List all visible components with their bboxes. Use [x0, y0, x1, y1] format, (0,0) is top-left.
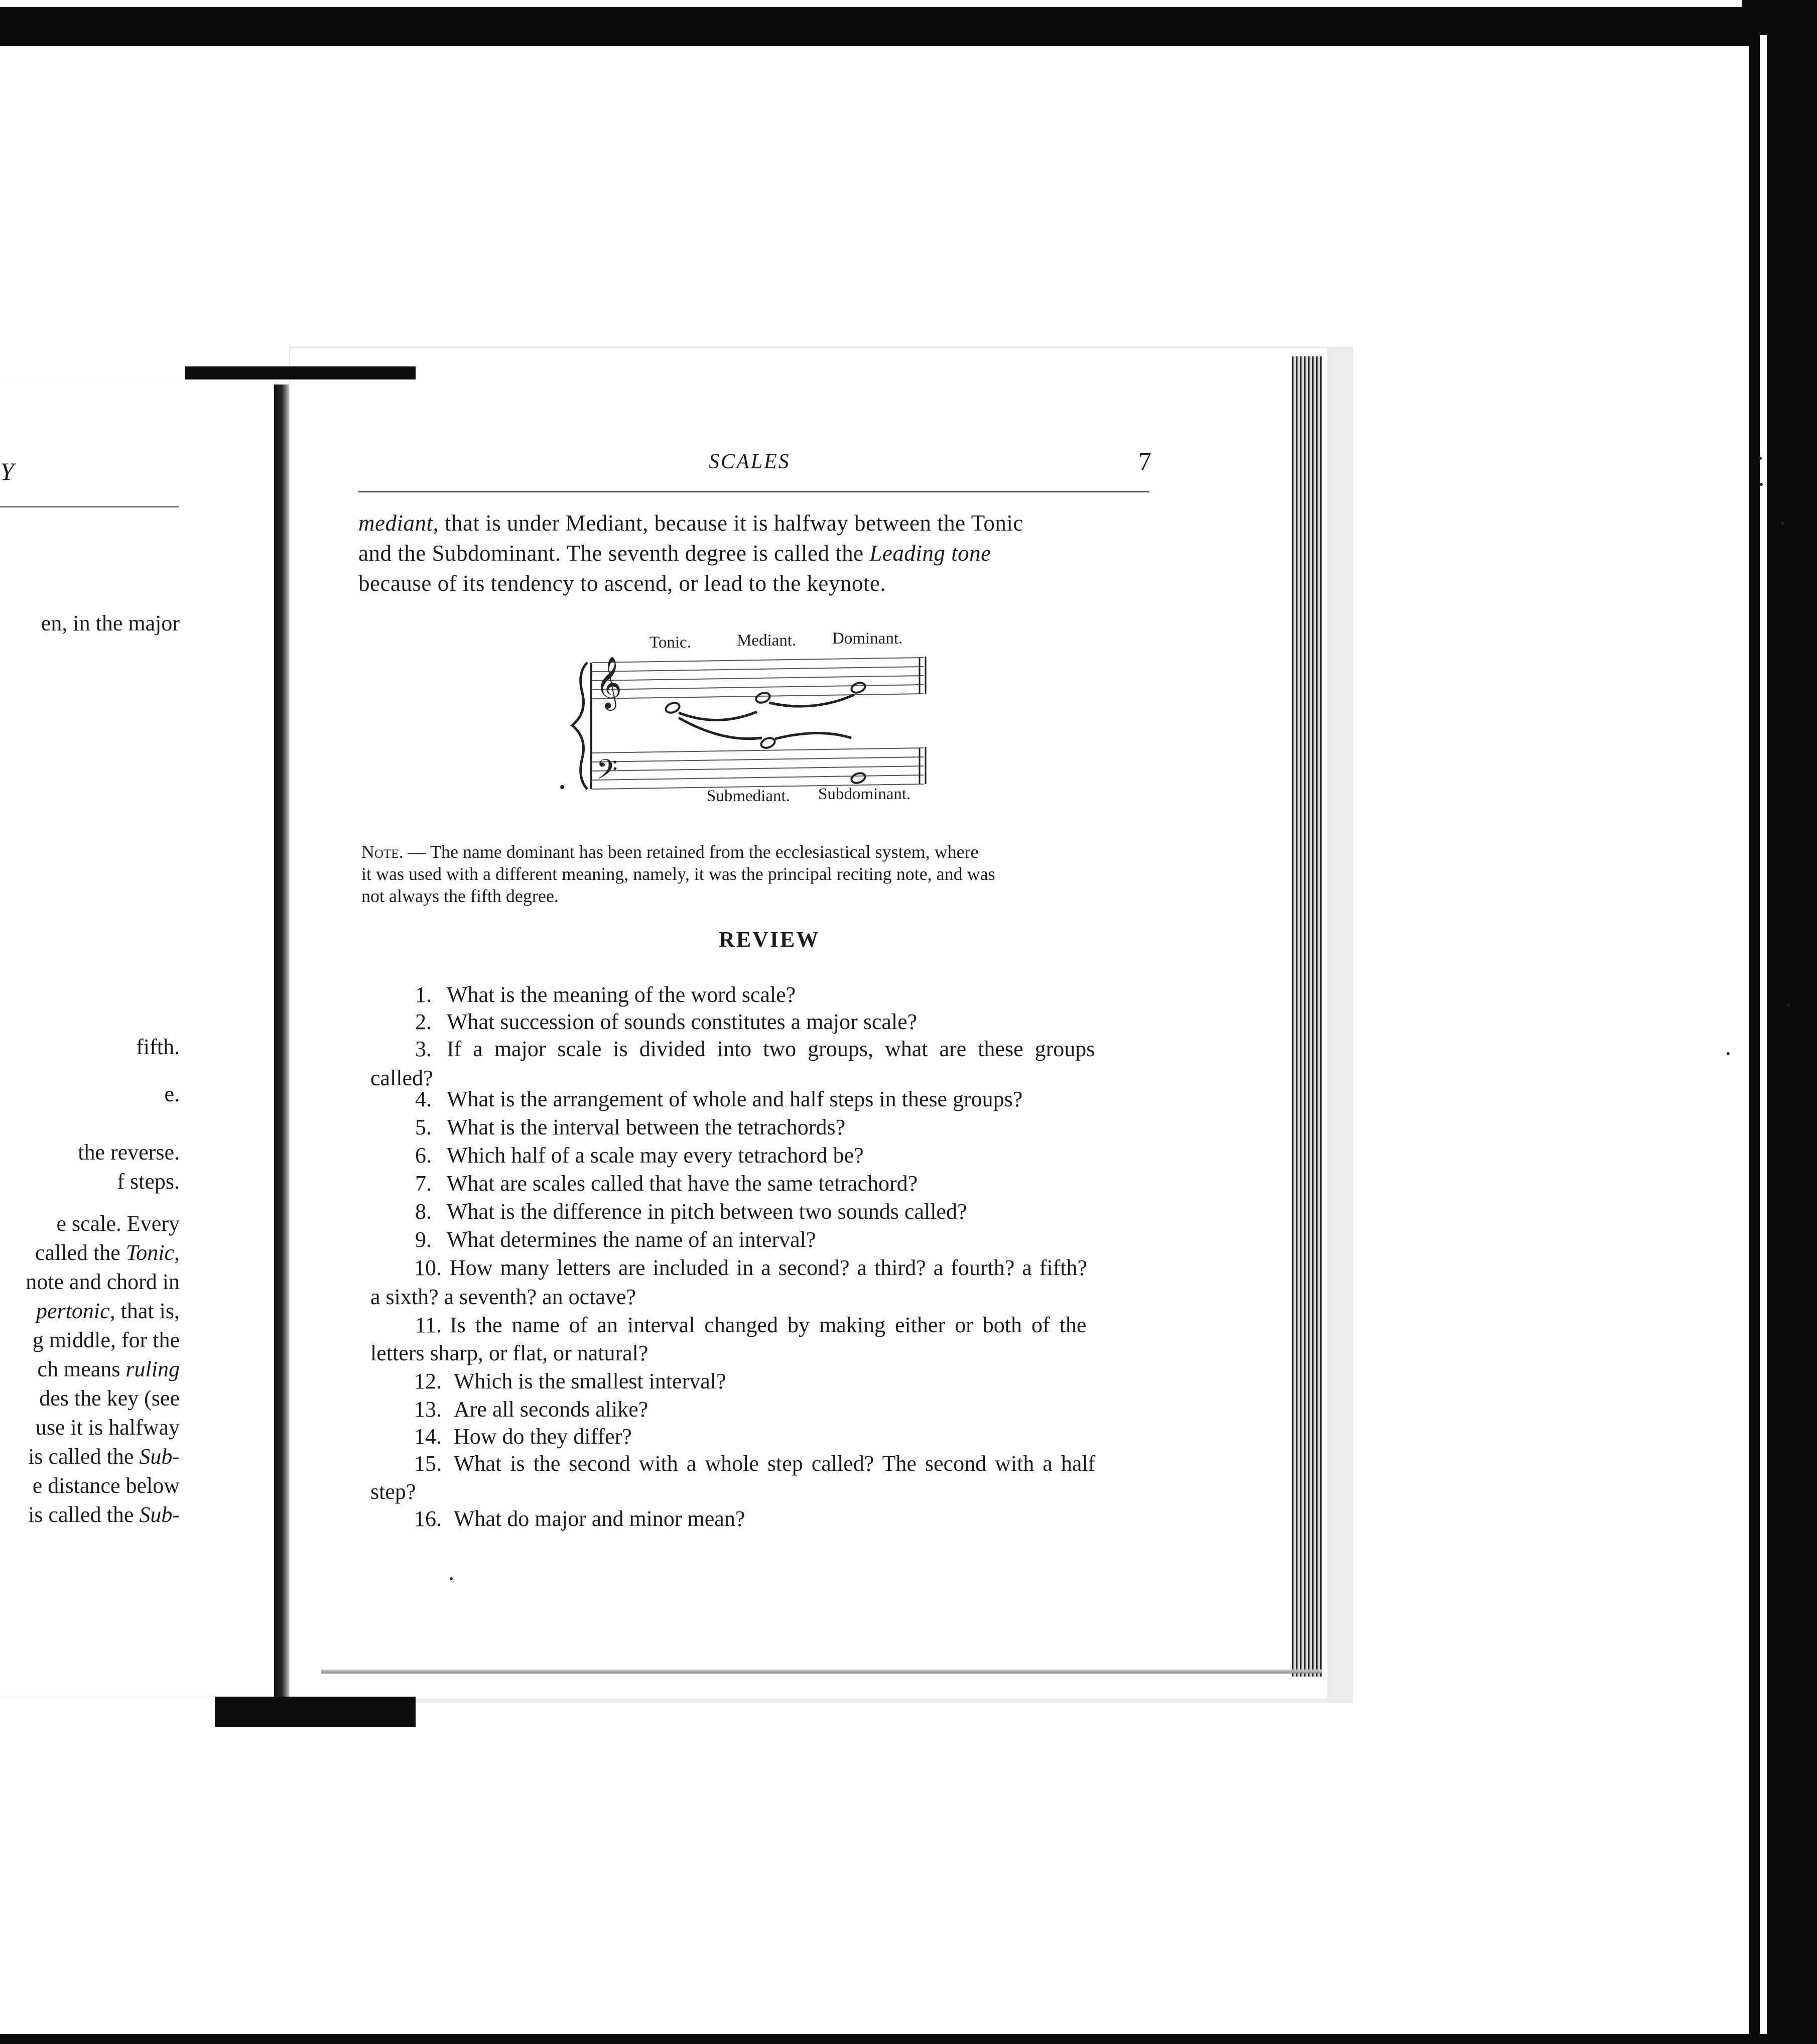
question-number: 11. — [415, 1313, 442, 1337]
paragraph-line: mediant, that is under Mediant, because it is halfway between the Tonic — [358, 510, 1023, 536]
left-line: e scale. Every — [56, 1211, 180, 1236]
review-heading: REVIEW — [719, 927, 820, 952]
note-line: not always the fifth degree. — [361, 886, 559, 906]
question-text: What is the second with a whole step called? The second with a half — [454, 1451, 1096, 1476]
film-frame-top-highlight — [0, 0, 1742, 7]
left-line: des the key (see — [39, 1386, 180, 1411]
film-frame-right-inner — [1749, 0, 1760, 2044]
left-line: ch means ruling — [37, 1357, 180, 1381]
speck — [450, 1577, 453, 1580]
question-text: Are all seconds alike? — [454, 1397, 648, 1422]
question-number: 3. — [415, 1037, 432, 1061]
label-submediant: Submediant. — [707, 787, 790, 805]
note-submediant — [760, 736, 776, 749]
bass-staff-lines — [592, 748, 924, 789]
head-rule — [358, 491, 1149, 492]
label-subdominant: Subdominant. — [818, 785, 911, 803]
treble-staff-lines — [592, 658, 924, 699]
speck — [1781, 522, 1784, 525]
question-text: What is the meaning of the word scale? — [447, 982, 796, 1007]
label-tonic: Tonic. — [650, 633, 691, 652]
left-line: en, in the major — [41, 611, 180, 635]
left-line: use it is halfway — [35, 1415, 180, 1440]
note-line: Note. — The name dominant has been retained from the ecclesiastical system, where — [361, 842, 979, 862]
question-text: If a major scale is divided into two groups, what are these groups — [447, 1037, 1095, 1061]
paragraph-line: because of its tendency to ascend, or lead to the keynote. — [358, 571, 886, 596]
question-text: Which half of a scale may every tetrachord be? — [447, 1143, 864, 1168]
left-line: e. — [164, 1082, 180, 1106]
label-mediant: Mediant. — [737, 631, 797, 650]
speck — [1727, 1052, 1730, 1055]
clamp-top — [185, 366, 416, 379]
question-number: 16. — [414, 1506, 442, 1531]
note-line: it was used with a different meaning, namely, it was the principal reciting note, and was — [361, 864, 995, 884]
slur — [769, 695, 854, 706]
brace — [572, 663, 587, 789]
slur — [679, 712, 757, 720]
question-number: 15. — [414, 1451, 442, 1476]
left-line: called the Tonic, — [35, 1240, 180, 1265]
note-mediant — [755, 691, 771, 704]
film-frame-right — [1767, 0, 1817, 2044]
page-stack-edge — [1292, 356, 1322, 1677]
paragraph-line: and the Subdominant. The seventh degree is called the Leading tone — [358, 541, 991, 566]
question-text: Which is the smallest interval? — [454, 1369, 726, 1393]
question-number: 5. — [415, 1115, 432, 1139]
question-continuation: step? — [370, 1479, 416, 1504]
slur — [775, 733, 851, 739]
clamp-gutter — [274, 385, 289, 1697]
question-number: 10. — [414, 1255, 442, 1280]
left-head-rule — [0, 506, 179, 507]
page-bottom-edge — [321, 1670, 1322, 1674]
question-number: 7. — [415, 1171, 432, 1196]
left-line: g middle, for the — [32, 1328, 180, 1352]
left-line: note and chord in — [26, 1269, 180, 1294]
question-text: What are scales called that have the same tetrachord? — [447, 1171, 918, 1196]
left-line: is called the Sub- — [28, 1502, 180, 1527]
question-number: 13. — [414, 1397, 442, 1422]
label-dominant: Dominant. — [832, 629, 903, 648]
question-continuation: letters sharp, or flat, or natural? — [370, 1341, 648, 1365]
question-number: 12. — [414, 1369, 442, 1393]
question-text: How many letters are included in a second? a third? a fourth? a fifth? — [450, 1255, 1088, 1280]
left-line: the reverse. — [78, 1140, 180, 1165]
speck — [1760, 483, 1763, 486]
note-tonic — [665, 701, 681, 714]
question-text: What do major and minor mean? — [454, 1506, 745, 1531]
question-number: 4. — [415, 1087, 432, 1111]
speck — [1787, 1004, 1790, 1007]
running-head: SCALES — [709, 450, 791, 473]
question-text: Is the name of an interval changed by making either or both of the — [450, 1313, 1087, 1337]
left-line: f steps. — [117, 1169, 180, 1194]
question-number: 14. — [414, 1424, 442, 1449]
page-number: 7 — [1138, 447, 1151, 476]
bass-clef-icon: 𝄢 — [596, 753, 618, 792]
film-frame-gap — [1760, 35, 1767, 2013]
question-text: What determines the name of an interval? — [447, 1227, 816, 1252]
question-number: 2. — [415, 1009, 432, 1034]
clamp-bottom — [215, 1697, 416, 1727]
question-text: What succession of sounds constitutes a major scale? — [447, 1009, 918, 1034]
question-number: 9. — [415, 1227, 432, 1252]
question-number: 1. — [415, 982, 432, 1007]
question-continuation: a sixth? a seventh? an octave? — [370, 1285, 636, 1309]
speck — [1759, 457, 1762, 460]
film-frame-bottom — [0, 2034, 1817, 2044]
question-continuation: called? — [370, 1066, 433, 1090]
question-text: What is the difference in pitch between two sounds called? — [447, 1199, 967, 1224]
music-example — [547, 627, 939, 808]
question-text: What is the interval between the tetrachords? — [447, 1115, 846, 1139]
question-number: 6. — [415, 1143, 432, 1168]
left-running-head-fragment: Y — [0, 457, 14, 485]
left-line: fifth. — [136, 1035, 180, 1059]
note-dominant — [850, 681, 866, 694]
question-text: How do they differ? — [454, 1424, 632, 1449]
left-line: e distance below — [32, 1473, 180, 1498]
treble-clef-icon: 𝄞 — [595, 656, 622, 709]
left-line: pertonic, that is, — [36, 1299, 180, 1323]
question-number: 8. — [415, 1199, 432, 1224]
note-subdominant — [850, 772, 866, 785]
grand-staff — [547, 653, 939, 798]
left-line: is called the Sub- — [28, 1444, 180, 1469]
question-text: What is the arrangement of whole and half steps in these groups? — [447, 1087, 1023, 1111]
speck — [560, 785, 564, 789]
